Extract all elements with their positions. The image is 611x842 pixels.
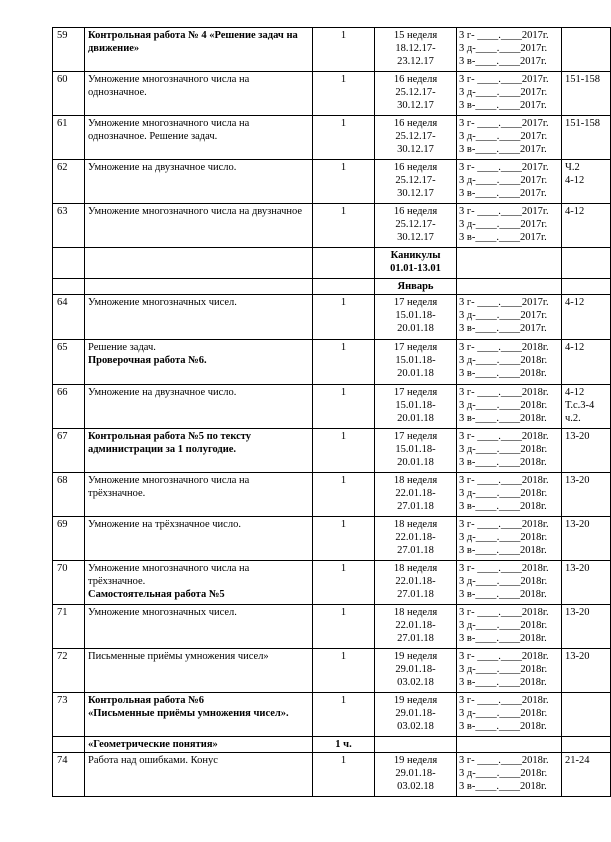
week-line: 17 неделя xyxy=(393,431,438,442)
week-line: 22.01.18- xyxy=(395,488,436,499)
lesson-hours: 1 xyxy=(313,605,375,649)
date-line: 3 д-____.____2017г. xyxy=(459,87,548,98)
empty-cell xyxy=(457,279,562,295)
week-line: 18 неделя xyxy=(393,563,438,574)
date-line: 3 г- ____.____2018г. xyxy=(459,755,549,766)
table-row xyxy=(53,517,611,561)
lesson-topic xyxy=(85,204,313,248)
pages-line: Ч.2 xyxy=(565,162,580,173)
period-label-line: Январь xyxy=(397,281,434,292)
lesson-dates xyxy=(457,28,562,72)
empty-cell xyxy=(562,737,611,753)
lesson-week xyxy=(375,204,457,248)
lesson-week xyxy=(375,605,457,649)
topic-line: Умножение многозначного числа на двузначное xyxy=(88,206,303,217)
week-line: 20.01.18 xyxy=(397,413,434,424)
lesson-dates xyxy=(457,295,562,340)
date-line: 3 г- ____.____2017г. xyxy=(459,162,549,173)
date-line: 3 д-____.____2017г. xyxy=(459,219,548,230)
lesson-topic xyxy=(85,517,313,561)
lesson-topic xyxy=(85,561,313,605)
table-row xyxy=(53,28,611,72)
lesson-hours: 1 xyxy=(313,204,375,248)
lesson-hours: 1 xyxy=(313,385,375,429)
pages-line: 21-24 xyxy=(565,755,590,766)
lesson-dates xyxy=(457,753,562,797)
textbook-pages xyxy=(562,473,611,517)
lesson-hours: 1 xyxy=(313,649,375,693)
lesson-week xyxy=(375,340,457,385)
lesson-dates xyxy=(457,693,562,737)
lesson-number: 59 xyxy=(53,28,85,72)
table-row xyxy=(53,605,611,649)
lesson-number: 64 xyxy=(53,295,85,340)
lesson-hours: 1 xyxy=(313,753,375,797)
week-line: 17 неделя xyxy=(393,387,438,398)
lesson-topic xyxy=(85,28,313,72)
lesson-number: 67 xyxy=(53,429,85,473)
table-row xyxy=(53,753,611,797)
lesson-topic xyxy=(85,385,313,429)
week-line: 29.01.18- xyxy=(395,664,436,675)
textbook-pages xyxy=(562,204,611,248)
week-line: 15.01.18- xyxy=(395,310,436,321)
period-label-line: Каникулы xyxy=(390,250,441,261)
date-line: 3 в-____.____2017г. xyxy=(459,56,547,67)
pages-line: 151-158 xyxy=(565,118,600,129)
week-line: 18 неделя xyxy=(393,607,438,618)
lesson-hours: 1 xyxy=(313,28,375,72)
textbook-pages xyxy=(562,753,611,797)
week-line: 03.02.18 xyxy=(397,721,434,732)
lesson-number: 70 xyxy=(53,561,85,605)
week-line: 22.01.18- xyxy=(395,620,436,631)
week-line: 27.01.18 xyxy=(397,545,434,556)
topic-line: Контрольная работа №5 по тексту администрации за 1 полугодие. xyxy=(88,431,252,455)
date-line: 3 д-____.____2018г. xyxy=(459,768,548,779)
textbook-pages xyxy=(562,429,611,473)
pages-line: ч.2. xyxy=(565,413,581,424)
lesson-week xyxy=(375,116,457,160)
lesson-week xyxy=(375,28,457,72)
week-line: 25.12.17- xyxy=(395,219,436,230)
lesson-topic xyxy=(85,693,313,737)
lesson-hours: 1 xyxy=(313,340,375,385)
lesson-week xyxy=(375,295,457,340)
week-line: 25.12.17- xyxy=(395,87,436,98)
lesson-number: 66 xyxy=(53,385,85,429)
period-header-row xyxy=(53,279,611,295)
week-line: 20.01.18 xyxy=(397,368,434,379)
table-row xyxy=(53,693,611,737)
date-line: 3 д-____.____2018г. xyxy=(459,708,548,719)
date-line: 3 в-____.____2018г. xyxy=(459,633,547,644)
lesson-dates xyxy=(457,517,562,561)
lesson-topic xyxy=(85,295,313,340)
date-line: 3 д-____.____2018г. xyxy=(459,620,548,631)
textbook-pages xyxy=(562,72,611,116)
textbook-pages xyxy=(562,340,611,385)
lesson-number: 65 xyxy=(53,340,85,385)
date-line: 3 д-____.____2017г. xyxy=(459,131,548,142)
lesson-topic xyxy=(85,160,313,204)
period-label xyxy=(375,279,457,295)
week-line: 15.01.18- xyxy=(395,400,436,411)
week-line: 16 неделя xyxy=(393,206,438,217)
table-row xyxy=(53,561,611,605)
date-line: 3 г- ____.____2018г. xyxy=(459,651,549,662)
week-line: 27.01.18 xyxy=(397,501,434,512)
date-line: 3 в-____.____2017г. xyxy=(459,144,547,155)
week-line: 30.12.17 xyxy=(397,188,434,199)
lesson-dates xyxy=(457,473,562,517)
empty-cell xyxy=(85,248,313,279)
lesson-hours: 1 xyxy=(313,160,375,204)
textbook-pages xyxy=(562,295,611,340)
textbook-pages xyxy=(562,116,611,160)
lesson-dates xyxy=(457,72,562,116)
lesson-hours: 1 xyxy=(313,295,375,340)
date-line: 3 д-____.____2018г. xyxy=(459,576,548,587)
pages-line: 4-12 xyxy=(565,297,585,308)
empty-cell xyxy=(457,737,562,753)
lesson-topic xyxy=(85,116,313,160)
lesson-topic xyxy=(85,753,313,797)
week-line: 22.01.18- xyxy=(395,576,436,587)
lesson-hours: 1 xyxy=(313,561,375,605)
week-line: 16 неделя xyxy=(393,162,438,173)
lesson-number: 62 xyxy=(53,160,85,204)
empty-cell xyxy=(53,248,85,279)
lesson-number: 71 xyxy=(53,605,85,649)
lesson-hours: 1 xyxy=(313,517,375,561)
pages-line: 4-12 xyxy=(565,342,585,353)
table-row xyxy=(53,72,611,116)
empty-cell xyxy=(85,279,313,295)
lesson-number: 73 xyxy=(53,693,85,737)
date-line: 3 д-____.____2017г. xyxy=(459,310,548,321)
lesson-number: 69 xyxy=(53,517,85,561)
week-line: 17 неделя xyxy=(393,342,438,353)
topic-line: Умножение многозначного числа на трёхзначное. xyxy=(88,475,250,499)
topic-line: «Письменные приёмы умножения чисел». xyxy=(88,708,289,719)
date-line: 3 г- ____.____2018г. xyxy=(459,387,549,398)
week-line: 20.01.18 xyxy=(397,323,434,334)
lesson-number: 61 xyxy=(53,116,85,160)
week-line: 18.12.17- xyxy=(395,43,436,54)
table-row xyxy=(53,116,611,160)
empty-cell xyxy=(313,279,375,295)
lesson-dates xyxy=(457,385,562,429)
date-line: 3 г- ____.____2017г. xyxy=(459,118,549,129)
lesson-week xyxy=(375,429,457,473)
lesson-topic xyxy=(85,429,313,473)
table-row xyxy=(53,473,611,517)
pages-line: 13-20 xyxy=(565,651,590,662)
topic-line: Умножение на двузначное число. xyxy=(88,162,237,173)
date-line: 3 в-____.____2018г. xyxy=(459,501,547,512)
date-line: 3 г- ____.____2017г. xyxy=(459,206,549,217)
topic-line: Контрольная работа № 4 «Решение задач на движение» xyxy=(88,30,298,54)
textbook-pages xyxy=(562,517,611,561)
lesson-dates xyxy=(457,429,562,473)
week-line: 16 неделя xyxy=(393,118,438,129)
pages-line: 4-12 xyxy=(565,175,585,186)
lesson-dates xyxy=(457,160,562,204)
topic-line: Умножение многозначного числа на трёхзначное. xyxy=(88,563,250,587)
textbook-pages xyxy=(562,605,611,649)
pages-line: 13-20 xyxy=(565,431,590,442)
lesson-topic xyxy=(85,473,313,517)
week-line: 03.02.18 xyxy=(397,677,434,688)
table-row xyxy=(53,204,611,248)
topic-line: Решение задач. xyxy=(88,342,156,353)
week-line: 25.12.17- xyxy=(395,131,436,142)
lesson-dates xyxy=(457,561,562,605)
lesson-week xyxy=(375,561,457,605)
pages-line: 13-20 xyxy=(565,607,590,618)
date-line: 3 д-____.____2018г. xyxy=(459,400,548,411)
topic-line: Умножение многозначного числа на однозначное. Решение задач. xyxy=(88,118,250,142)
topic-line: Умножение многозначных чисел. xyxy=(88,297,237,308)
date-line: 3 д-____.____2017г. xyxy=(459,175,548,186)
lesson-week xyxy=(375,473,457,517)
lesson-plan-table xyxy=(52,27,611,797)
date-line: 3 г- ____.____2018г. xyxy=(459,563,549,574)
date-line: 3 г- ____.____2018г. xyxy=(459,342,549,353)
lesson-week xyxy=(375,517,457,561)
date-line: 3 в-____.____2018г. xyxy=(459,781,547,792)
textbook-pages xyxy=(562,649,611,693)
date-line: 3 в-____.____2018г. xyxy=(459,457,547,468)
lesson-dates xyxy=(457,116,562,160)
table-row xyxy=(53,340,611,385)
date-line: 3 в-____.____2017г. xyxy=(459,100,547,111)
lesson-number: 63 xyxy=(53,204,85,248)
lesson-dates xyxy=(457,605,562,649)
lesson-week xyxy=(375,753,457,797)
topic-line: Письменные приёмы умножения чисел» xyxy=(88,651,269,662)
pages-line: 13-20 xyxy=(565,475,590,486)
week-line: 19 неделя xyxy=(393,695,438,706)
lesson-topic xyxy=(85,72,313,116)
topic-line: Умножение на трёхзначное число. xyxy=(88,519,241,530)
textbook-pages xyxy=(562,693,611,737)
pages-line: Т.с.3-4 xyxy=(565,400,595,411)
lesson-topic xyxy=(85,340,313,385)
date-line: 3 г- ____.____2017г. xyxy=(459,297,549,308)
week-line: 22.01.18- xyxy=(395,532,436,543)
topic-line: Самостоятельная работа №5 xyxy=(88,589,225,600)
topic-line: Умножение многозначных чисел. xyxy=(88,607,237,618)
week-line: 18 неделя xyxy=(393,519,438,530)
week-line: 19 неделя xyxy=(393,755,438,766)
lesson-dates xyxy=(457,204,562,248)
textbook-pages xyxy=(562,160,611,204)
pages-line: 4-12 xyxy=(565,387,585,398)
table-row xyxy=(53,385,611,429)
date-line: 3 д-____.____2018г. xyxy=(459,444,548,455)
date-line: 3 в-____.____2018г. xyxy=(459,589,547,600)
empty-cell xyxy=(457,248,562,279)
lesson-hours: 1 xyxy=(313,429,375,473)
pages-line: 13-20 xyxy=(565,563,590,574)
topic-line: Контрольная работа №6 xyxy=(88,695,204,706)
lesson-number: 72 xyxy=(53,649,85,693)
table-row xyxy=(53,160,611,204)
lesson-hours: 1 xyxy=(313,473,375,517)
section-title: «Геометрические понятия» xyxy=(85,737,313,753)
date-line: 3 в-____.____2017г. xyxy=(459,323,547,334)
week-line: 15.01.18- xyxy=(395,444,436,455)
date-line: 3 д-____.____2018г. xyxy=(459,488,548,499)
textbook-pages xyxy=(562,561,611,605)
lesson-number: 74 xyxy=(53,753,85,797)
date-line: 3 г- ____.____2018г. xyxy=(459,431,549,442)
date-line: 3 в-____.____2018г. xyxy=(459,677,547,688)
date-line: 3 г- ____.____2018г. xyxy=(459,475,549,486)
lesson-hours: 1 xyxy=(313,72,375,116)
lesson-dates xyxy=(457,340,562,385)
section-row xyxy=(53,737,611,753)
date-line: 3 д-____.____2017г. xyxy=(459,43,548,54)
date-line: 3 д-____.____2018г. xyxy=(459,664,548,675)
lesson-week xyxy=(375,693,457,737)
pages-line: 4-12 xyxy=(565,206,585,217)
table-row xyxy=(53,295,611,340)
date-line: 3 в-____.____2018г. xyxy=(459,413,547,424)
week-line: 20.01.18 xyxy=(397,457,434,468)
week-line: 27.01.18 xyxy=(397,633,434,644)
date-line: 3 г- ____.____2017г. xyxy=(459,30,549,41)
date-line: 3 в-____.____2018г. xyxy=(459,368,547,379)
empty-cell xyxy=(53,737,85,753)
date-line: 3 в-____.____2017г. xyxy=(459,188,547,199)
topic-line: Проверочная работа №6. xyxy=(88,355,207,366)
date-line: 3 в-____.____2018г. xyxy=(459,721,547,732)
week-line: 19 неделя xyxy=(393,651,438,662)
week-line: 18 неделя xyxy=(393,475,438,486)
week-line: 23.12.17 xyxy=(397,56,434,67)
week-line: 29.01.18- xyxy=(395,708,436,719)
topic-line: Умножение на двузначное число. xyxy=(88,387,237,398)
date-line: 3 г- ____.____2018г. xyxy=(459,695,549,706)
lesson-week xyxy=(375,649,457,693)
empty-cell xyxy=(53,279,85,295)
pages-line: 151-158 xyxy=(565,74,600,85)
lesson-number: 68 xyxy=(53,473,85,517)
lesson-number: 60 xyxy=(53,72,85,116)
period-header-row xyxy=(53,248,611,279)
lesson-topic xyxy=(85,605,313,649)
week-line: 30.12.17 xyxy=(397,232,434,243)
empty-cell xyxy=(562,248,611,279)
week-line: 03.02.18 xyxy=(397,781,434,792)
date-line: 3 г- ____.____2017г. xyxy=(459,74,549,85)
textbook-pages xyxy=(562,385,611,429)
table-row xyxy=(53,429,611,473)
week-line: 30.12.17 xyxy=(397,100,434,111)
empty-cell xyxy=(313,248,375,279)
date-line: 3 в-____.____2018г. xyxy=(459,545,547,556)
date-line: 3 д-____.____2018г. xyxy=(459,355,548,366)
section-hours: 1 ч. xyxy=(313,737,375,753)
lesson-dates xyxy=(457,649,562,693)
textbook-pages xyxy=(562,28,611,72)
topic-line: Умножение многозначного числа на однозначное. xyxy=(88,74,250,98)
period-label-line: 01.01-13.01 xyxy=(390,263,441,274)
week-line: 17 неделя xyxy=(393,297,438,308)
table-row xyxy=(53,649,611,693)
date-line: 3 г- ____.____2018г. xyxy=(459,607,549,618)
week-line: 15.01.18- xyxy=(395,355,436,366)
lesson-week xyxy=(375,160,457,204)
lesson-hours: 1 xyxy=(313,693,375,737)
week-line: 16 неделя xyxy=(393,74,438,85)
week-line: 27.01.18 xyxy=(397,589,434,600)
empty-cell xyxy=(375,737,457,753)
date-line: 3 д-____.____2018г. xyxy=(459,532,548,543)
week-line: 15 неделя xyxy=(393,30,438,41)
lesson-topic xyxy=(85,649,313,693)
week-line: 29.01.18- xyxy=(395,768,436,779)
topic-line: Работа над ошибками. Конус xyxy=(88,755,218,766)
lesson-week xyxy=(375,385,457,429)
pages-line: 13-20 xyxy=(565,519,590,530)
period-label xyxy=(375,248,457,279)
empty-cell xyxy=(562,279,611,295)
lesson-hours: 1 xyxy=(313,116,375,160)
lesson-week xyxy=(375,72,457,116)
date-line: 3 г- ____.____2018г. xyxy=(459,519,549,530)
week-line: 25.12.17- xyxy=(395,175,436,186)
date-line: 3 в-____.____2017г. xyxy=(459,232,547,243)
week-line: 30.12.17 xyxy=(397,144,434,155)
